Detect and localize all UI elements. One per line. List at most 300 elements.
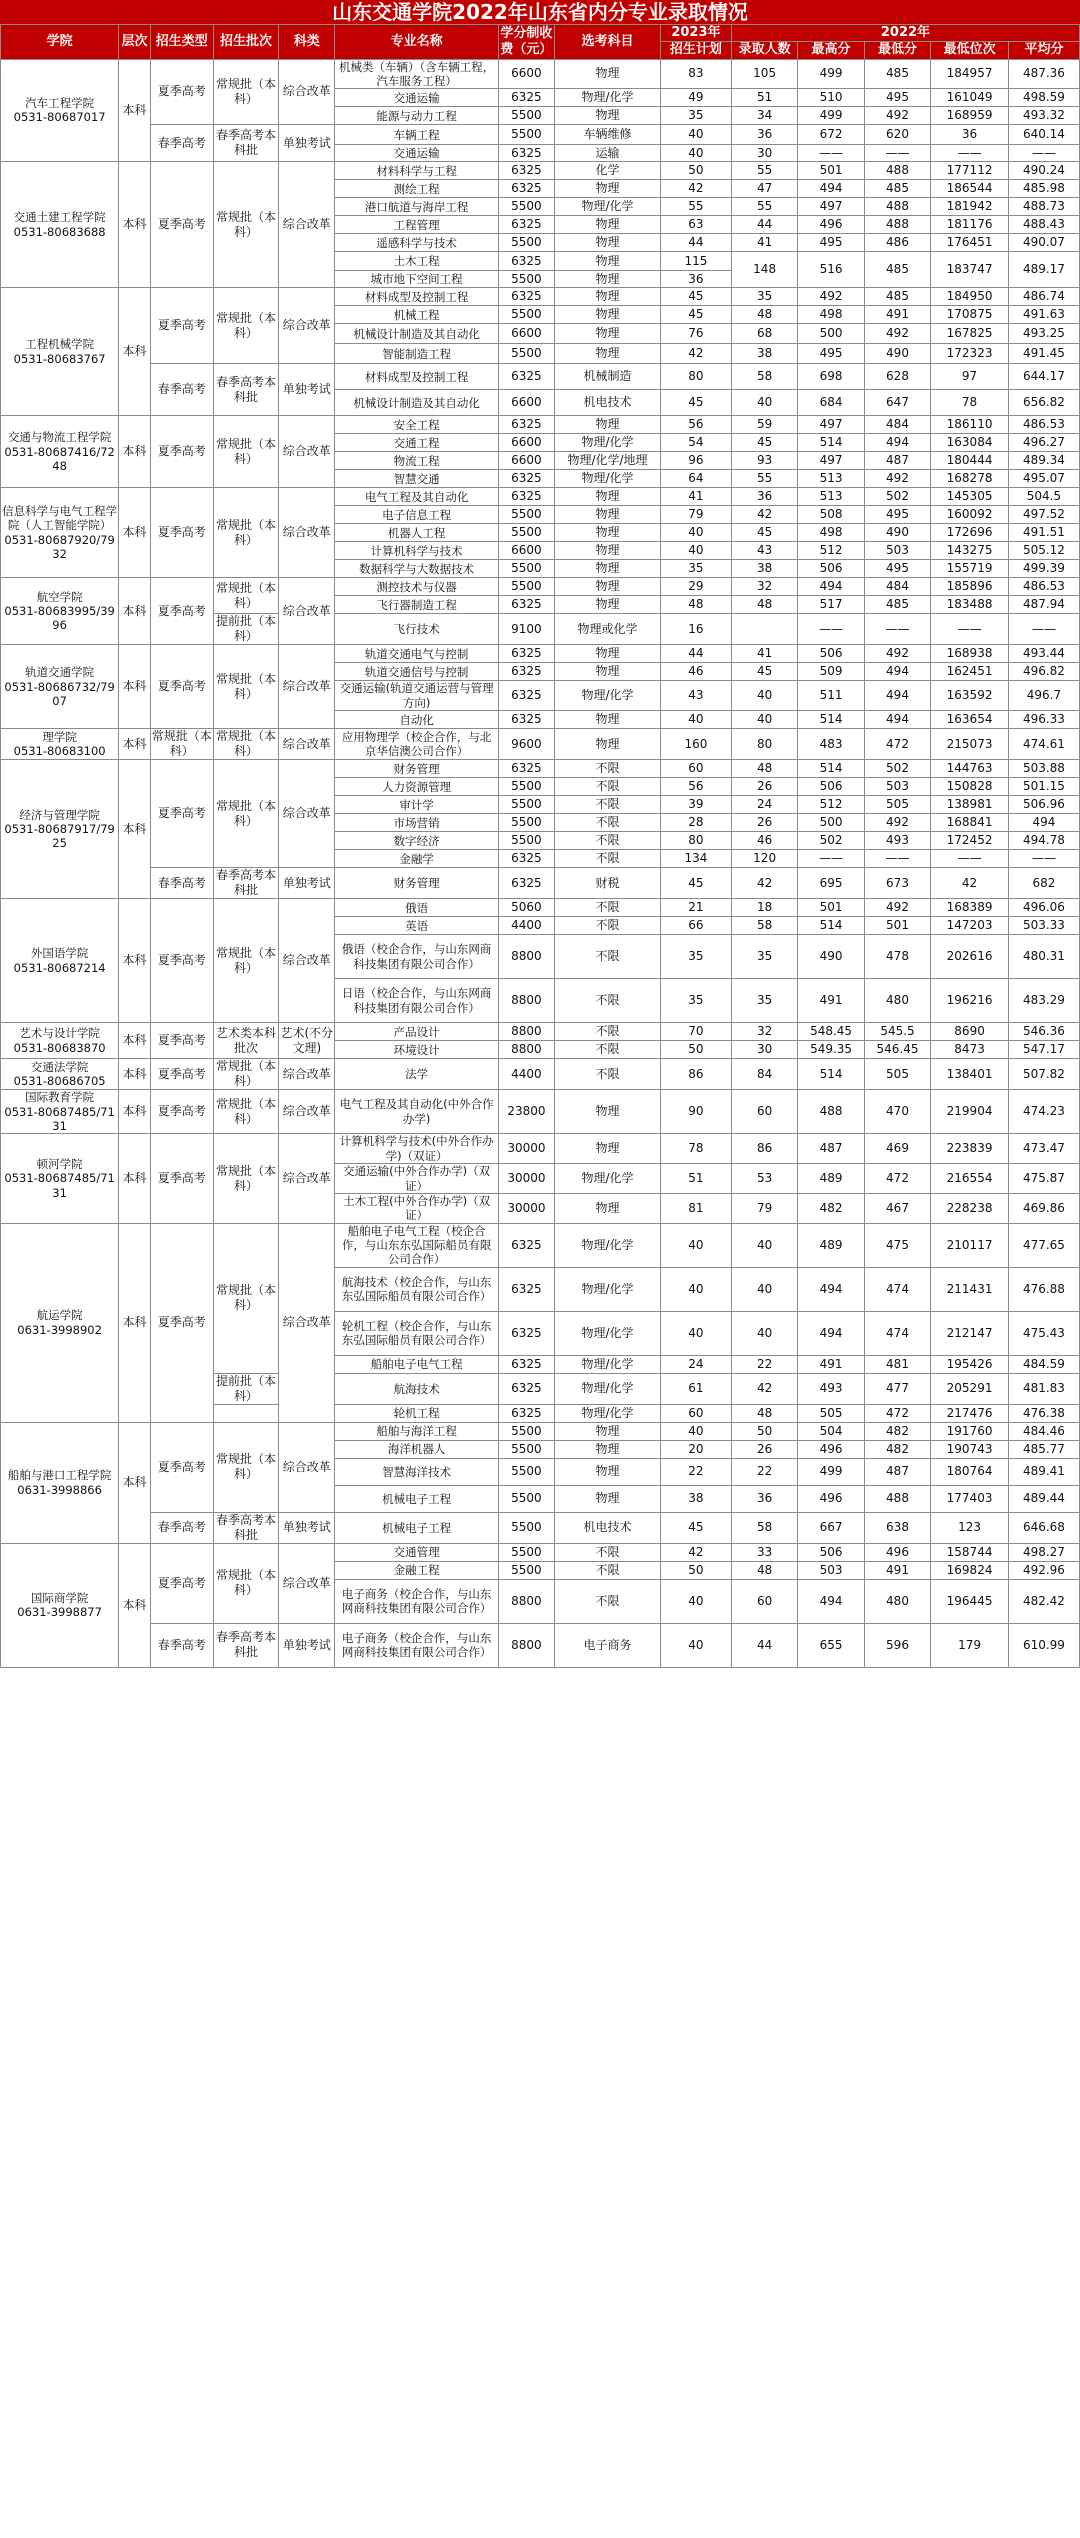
cell-plan-2023: 46 [660, 663, 731, 681]
cell-min-score: 495 [864, 506, 930, 524]
cell-plan-2023: 40 [660, 1267, 731, 1311]
cell-max-score: 514 [798, 434, 864, 452]
cell-admitted: 26 [731, 814, 797, 832]
cell-avg-score: 473.47 [1008, 1134, 1079, 1164]
cell-subject: 机电技术 [555, 390, 661, 416]
cell-min-score: 485 [864, 252, 930, 288]
cell-avg-score: 504.5 [1008, 488, 1079, 506]
cell-avg-score: 496.7 [1008, 681, 1079, 711]
cell-min-score: 503 [864, 778, 930, 796]
cell-college: 船舶与港口工程学院 0631-3998866 [1, 1422, 119, 1543]
cell-major: 计算机科学与技术(中外合作办学)（双证） [335, 1134, 498, 1164]
cell-min-score: 492 [864, 899, 930, 917]
cell-subject: 不限 [555, 1023, 661, 1041]
cell-admitted: 58 [731, 917, 797, 935]
cell-avg-score: 640.14 [1008, 125, 1079, 145]
cell-plan-2023: 35 [660, 935, 731, 979]
cell-batch: 常规批（本科） [213, 645, 278, 729]
cell-plan-2023: 64 [660, 470, 731, 488]
cell-subject: 物理 [555, 506, 661, 524]
cell-level: 本科 [119, 59, 151, 162]
header-batch: 招生批次 [213, 25, 278, 60]
cell-min-score: 546.45 [864, 1041, 930, 1059]
cell-avg-score: 494.78 [1008, 832, 1079, 850]
cell-min-rank: 163592 [931, 681, 1009, 711]
cell-avg-score: —— [1008, 145, 1079, 162]
cell-college: 国际商学院 0631-3998877 [1, 1543, 119, 1667]
cell-max-score: 504 [798, 1422, 864, 1440]
header-subject: 选考科目 [555, 25, 661, 60]
cell-min-rank: 195426 [931, 1355, 1009, 1373]
cell-tuition: 8800 [498, 1623, 554, 1667]
cell-plan-2023: 24 [660, 1355, 731, 1373]
cell-min-rank: 167825 [931, 324, 1009, 344]
cell-tuition: 6600 [498, 59, 554, 89]
cell-subject: 不限 [555, 1579, 661, 1623]
cell-avg-score: 498.59 [1008, 89, 1079, 107]
cell-subject: 不限 [555, 1059, 661, 1090]
cell-min-score: 472 [864, 1164, 930, 1194]
cell-plan-2023: 40 [660, 1579, 731, 1623]
cell-max-score: 495 [798, 344, 864, 364]
header-min: 最低分 [864, 42, 930, 59]
cell-avg-score: 489.34 [1008, 452, 1079, 470]
cell-college: 理学院 0531-80683100 [1, 729, 119, 760]
cell-min-score: 620 [864, 125, 930, 145]
cell-major: 土木工程(中外合作办学)（双证） [335, 1193, 498, 1223]
cell-admitted: 48 [731, 1404, 797, 1422]
header-max: 最高分 [798, 42, 864, 59]
cell-major: 俄语（校企合作，与山东网商科技集团有限公司合作） [335, 935, 498, 979]
cell-avg-score: 477.65 [1008, 1223, 1079, 1267]
cell-admission-type: 夏季高考 [150, 1543, 213, 1623]
cell-min-rank: 196445 [931, 1579, 1009, 1623]
table-row [1, 578, 1080, 596]
cell-admitted: 58 [731, 1512, 797, 1543]
cell-min-score: 474 [864, 1311, 930, 1355]
cell-avg-score: 493.25 [1008, 324, 1079, 344]
cell-major: 轨道交通信号与控制 [335, 663, 498, 681]
cell-avg-score: 486.53 [1008, 416, 1079, 434]
cell-min-score: 467 [864, 1193, 930, 1223]
cell-category: 综合改革 [279, 1059, 335, 1090]
table-row [1, 288, 1080, 306]
cell-subject: 物理/化学 [555, 470, 661, 488]
cell-category: 综合改革 [279, 1134, 335, 1223]
cell-min-rank: 211431 [931, 1267, 1009, 1311]
cell-subject: 物理/化学 [555, 1223, 661, 1267]
cell-min-rank: 185896 [931, 578, 1009, 596]
table-row [1, 645, 1080, 663]
cell-category: 综合改革 [279, 288, 335, 364]
cell-min-rank: 155719 [931, 560, 1009, 578]
cell-major: 能源与动力工程 [335, 107, 498, 125]
cell-subject: 车辆维修 [555, 125, 661, 145]
cell-tuition: 5500 [498, 524, 554, 542]
table-body [1, 59, 1080, 1667]
cell-major: 电气工程及其自动化(中外合作办学) [335, 1090, 498, 1134]
cell-batch: 常规批（本科） [213, 1422, 278, 1512]
cell-avg-score: 495.07 [1008, 470, 1079, 488]
cell-major: 俄语 [335, 899, 498, 917]
cell-category: 综合改革 [279, 729, 335, 760]
cell-admitted: 36 [731, 1485, 797, 1512]
cell-max-score: 698 [798, 364, 864, 390]
cell-category: 综合改革 [279, 416, 335, 488]
cell-admitted: 53 [731, 1164, 797, 1194]
cell-tuition: 6325 [498, 162, 554, 180]
header-year-2023: 2023年 [660, 25, 731, 42]
cell-tuition: 6325 [498, 216, 554, 234]
cell-tuition: 6600 [498, 452, 554, 470]
cell-min-score: 477 [864, 1373, 930, 1404]
cell-major: 港口航道与海岸工程 [335, 198, 498, 216]
cell-subject: 机电技术 [555, 1512, 661, 1543]
table-row [1, 488, 1080, 506]
cell-plan-2023: 29 [660, 578, 731, 596]
cell-major: 海洋机器人 [335, 1440, 498, 1458]
cell-plan-2023: 16 [660, 614, 731, 645]
cell-min-rank: —— [931, 145, 1009, 162]
cell-major: 交通运输 [335, 145, 498, 162]
cell-max-score: 514 [798, 760, 864, 778]
cell-admitted: 18 [731, 899, 797, 917]
cell-avg-score: 484.46 [1008, 1422, 1079, 1440]
cell-admission-type: 夏季高考 [150, 1090, 213, 1134]
cell-admitted: 55 [731, 162, 797, 180]
table-row [1, 868, 1080, 899]
cell-max-score: 497 [798, 198, 864, 216]
cell-plan-2023: 66 [660, 917, 731, 935]
cell-subject: 不限 [555, 1561, 661, 1579]
cell-major: 交通运输(中外合作办学)（双证） [335, 1164, 498, 1194]
cell-admitted: 60 [731, 1090, 797, 1134]
cell-min-score: 469 [864, 1134, 930, 1164]
cell-admitted: 84 [731, 1059, 797, 1090]
cell-major: 航海技术 [335, 1373, 498, 1404]
cell-min-rank: 163654 [931, 711, 1009, 729]
cell-subject: 不限 [555, 814, 661, 832]
cell-plan-2023: 28 [660, 814, 731, 832]
cell-min-score: 484 [864, 416, 930, 434]
cell-subject: 物理/化学 [555, 198, 661, 216]
cell-admission-type: 春季高考 [150, 868, 213, 899]
cell-tuition: 6325 [498, 711, 554, 729]
header-year-2022: 2022年 [731, 25, 1079, 42]
cell-tuition: 5500 [498, 1422, 554, 1440]
cell-max-score: 549.35 [798, 1041, 864, 1059]
cell-max-score: 499 [798, 59, 864, 89]
cell-plan-2023: 160 [660, 729, 731, 760]
cell-college: 工程机械学院 0531-80683767 [1, 288, 119, 416]
cell-subject: 电子商务 [555, 1623, 661, 1667]
header-level: 层次 [119, 25, 151, 60]
cell-level: 本科 [119, 760, 151, 899]
cell-tuition: 8800 [498, 1579, 554, 1623]
cell-admitted: 79 [731, 1193, 797, 1223]
cell-major: 计算机科学与技术 [335, 542, 498, 560]
table-row [1, 1223, 1080, 1267]
cell-tuition: 6325 [498, 1404, 554, 1422]
cell-max-score: 514 [798, 711, 864, 729]
cell-min-rank: 179 [931, 1623, 1009, 1667]
cell-plan-2023: 79 [660, 506, 731, 524]
cell-min-rank: 202616 [931, 935, 1009, 979]
cell-major: 电子商务（校企合作，与山东网商科技集团有限公司合作） [335, 1623, 498, 1667]
cell-plan-2023: 35 [660, 979, 731, 1023]
cell-subject: 物理 [555, 306, 661, 324]
cell-batch: 常规批（本科） [213, 729, 278, 760]
cell-admitted: 120 [731, 850, 797, 868]
cell-subject: 物理 [555, 1090, 661, 1134]
cell-min-rank: 170875 [931, 306, 1009, 324]
cell-batch [213, 1404, 278, 1422]
cell-max-score: 506 [798, 560, 864, 578]
cell-admitted: 44 [731, 1623, 797, 1667]
cell-level: 本科 [119, 645, 151, 729]
cell-min-rank: —— [931, 614, 1009, 645]
cell-batch: 常规批（本科） [213, 760, 278, 868]
cell-college: 航运学院 0631-3998902 [1, 1223, 119, 1422]
cell-tuition: 6325 [498, 663, 554, 681]
cell-major: 电子商务（校企合作，与山东网商科技集团有限公司合作） [335, 1579, 498, 1623]
cell-category: 单独考试 [279, 868, 335, 899]
cell-college: 交通法学院 0531-80686705 [1, 1059, 119, 1090]
cell-tuition: 6325 [498, 364, 554, 390]
cell-plan-2023: 40 [660, 1422, 731, 1440]
cell-category: 单独考试 [279, 1623, 335, 1667]
cell-avg-score: 475.43 [1008, 1311, 1079, 1355]
cell-max-score: 500 [798, 814, 864, 832]
cell-admitted: 45 [731, 663, 797, 681]
cell-avg-score: 489.44 [1008, 1485, 1079, 1512]
cell-major: 机械电子工程 [335, 1485, 498, 1512]
cell-subject: 物理 [555, 729, 661, 760]
cell-admitted: 58 [731, 364, 797, 390]
header-avg: 平均分 [1008, 42, 1079, 59]
cell-subject: 物理 [555, 234, 661, 252]
cell-batch: 常规批（本科） [213, 1223, 278, 1373]
cell-tuition: 6325 [498, 1223, 554, 1267]
cell-min-rank: 186544 [931, 180, 1009, 198]
cell-admitted: 40 [731, 1311, 797, 1355]
cell-min-rank: 168841 [931, 814, 1009, 832]
cell-admission-type: 春季高考 [150, 1623, 213, 1667]
cell-tuition: 9100 [498, 614, 554, 645]
cell-tuition: 6325 [498, 288, 554, 306]
cell-level: 本科 [119, 1422, 151, 1543]
cell-plan-2023: 51 [660, 1164, 731, 1194]
cell-plan-2023: 45 [660, 868, 731, 899]
cell-major: 财务管理 [335, 760, 498, 778]
cell-major: 航海技术（校企合作，与山东东弘国际船员有限公司合作） [335, 1267, 498, 1311]
cell-admission-type: 夏季高考 [150, 899, 213, 1023]
header-type: 招生类型 [150, 25, 213, 60]
cell-plan-2023: 40 [660, 711, 731, 729]
cell-subject: 物理 [555, 663, 661, 681]
cell-plan-2023: 35 [660, 107, 731, 125]
cell-admission-type: 夏季高考 [150, 162, 213, 288]
cell-admission-type: 夏季高考 [150, 1023, 213, 1059]
cell-college: 交通与物流工程学院 0531-80687416/7248 [1, 416, 119, 488]
cell-min-rank: 191760 [931, 1422, 1009, 1440]
cell-min-score: 492 [864, 470, 930, 488]
cell-admitted: 105 [731, 59, 797, 89]
cell-major: 材料成型及控制工程 [335, 288, 498, 306]
cell-major: 城市地下空间工程 [335, 271, 498, 288]
cell-min-rank: 78 [931, 390, 1009, 416]
cell-avg-score: 546.36 [1008, 1023, 1079, 1041]
cell-tuition: 8800 [498, 979, 554, 1023]
cell-plan-2023: 38 [660, 1485, 731, 1512]
cell-level: 本科 [119, 1134, 151, 1223]
cell-tuition: 5500 [498, 1561, 554, 1579]
cell-avg-score: 496.33 [1008, 711, 1079, 729]
cell-major: 日语（校企合作，与山东网商科技集团有限公司合作） [335, 979, 498, 1023]
cell-min-score: 505 [864, 796, 930, 814]
table-row [1, 899, 1080, 917]
cell-level: 本科 [119, 162, 151, 288]
cell-max-score: 514 [798, 1059, 864, 1090]
cell-batch: 春季高考本科批 [213, 1512, 278, 1543]
cell-max-score: —— [798, 614, 864, 645]
cell-tuition: 5500 [498, 344, 554, 364]
cell-tuition: 6325 [498, 681, 554, 711]
cell-level: 本科 [119, 1059, 151, 1090]
cell-admitted: 55 [731, 470, 797, 488]
cell-admitted: 35 [731, 288, 797, 306]
cell-major: 飞行技术 [335, 614, 498, 645]
cell-plan-2023: 83 [660, 59, 731, 89]
cell-tuition: 30000 [498, 1164, 554, 1194]
cell-subject: 物理 [555, 252, 661, 271]
cell-subject: 物理 [555, 1485, 661, 1512]
cell-admitted: 34 [731, 107, 797, 125]
cell-major: 遥感科学与技术 [335, 234, 498, 252]
cell-subject: 物理 [555, 344, 661, 364]
cell-admitted: 60 [731, 1579, 797, 1623]
cell-min-rank: —— [931, 850, 1009, 868]
cell-subject: 物理 [555, 1193, 661, 1223]
cell-major: 船舶电子电气工程 [335, 1355, 498, 1373]
header-college: 学院 [1, 25, 119, 60]
cell-min-score: 475 [864, 1223, 930, 1267]
cell-category: 综合改革 [279, 59, 335, 125]
cell-major: 交通管理 [335, 1543, 498, 1561]
cell-subject: 不限 [555, 899, 661, 917]
cell-subject: 物理/化学 [555, 1311, 661, 1355]
cell-subject: 物理/化学 [555, 1164, 661, 1194]
cell-major: 审计学 [335, 796, 498, 814]
cell-tuition: 5500 [498, 578, 554, 596]
cell-max-score: 508 [798, 506, 864, 524]
cell-avg-score: 476.88 [1008, 1267, 1079, 1311]
cell-max-score: 492 [798, 288, 864, 306]
cell-avg-score: 486.74 [1008, 288, 1079, 306]
cell-min-rank: 144763 [931, 760, 1009, 778]
cell-admitted: 40 [731, 681, 797, 711]
cell-plan-2023: 22 [660, 1458, 731, 1485]
cell-min-score: 488 [864, 1485, 930, 1512]
cell-plan-2023: 44 [660, 645, 731, 663]
cell-subject: 物理 [555, 271, 661, 288]
cell-min-score: 487 [864, 1458, 930, 1485]
cell-min-rank: 168959 [931, 107, 1009, 125]
cell-avg-score: 490.07 [1008, 234, 1079, 252]
cell-plan-2023: 80 [660, 832, 731, 850]
cell-avg-score: 484.59 [1008, 1355, 1079, 1373]
cell-admitted: 59 [731, 416, 797, 434]
cell-admitted: 32 [731, 578, 797, 596]
cell-min-score: 495 [864, 89, 930, 107]
cell-min-rank: 217476 [931, 1404, 1009, 1422]
cell-min-score: 492 [864, 814, 930, 832]
cell-plan-2023: 40 [660, 1623, 731, 1667]
cell-plan-2023: 54 [660, 434, 731, 452]
cell-plan-2023: 86 [660, 1059, 731, 1090]
cell-major: 轮机工程（校企合作，与山东东弘国际船员有限公司合作） [335, 1311, 498, 1355]
cell-college: 汽车工程学院 0531-80687017 [1, 59, 119, 162]
cell-tuition: 5500 [498, 125, 554, 145]
cell-plan-2023: 44 [660, 234, 731, 252]
cell-admitted: 40 [731, 390, 797, 416]
cell-max-score: 497 [798, 452, 864, 470]
cell-subject: 不限 [555, 760, 661, 778]
cell-major: 金融工程 [335, 1561, 498, 1579]
cell-major: 智慧海洋技术 [335, 1458, 498, 1485]
cell-min-rank: 228238 [931, 1193, 1009, 1223]
cell-min-rank: 190743 [931, 1440, 1009, 1458]
cell-min-rank: 168278 [931, 470, 1009, 488]
cell-tuition: 5500 [498, 234, 554, 252]
cell-max-score: 499 [798, 1458, 864, 1485]
cell-category: 综合改革 [279, 645, 335, 729]
cell-admitted: 44 [731, 216, 797, 234]
cell-plan-2023: 45 [660, 306, 731, 324]
cell-major: 轮机工程 [335, 1404, 498, 1422]
cell-admitted: 46 [731, 832, 797, 850]
cell-tuition: 30000 [498, 1134, 554, 1164]
cell-admission-type: 春季高考 [150, 364, 213, 416]
cell-subject: 物理 [555, 560, 661, 578]
cell-min-rank: 177112 [931, 162, 1009, 180]
cell-batch: 春季高考本科批 [213, 868, 278, 899]
cell-max-score: 501 [798, 162, 864, 180]
cell-min-rank: 97 [931, 364, 1009, 390]
cell-min-score: 474 [864, 1267, 930, 1311]
cell-min-score: 482 [864, 1422, 930, 1440]
cell-tuition: 6600 [498, 324, 554, 344]
cell-admitted: 45 [731, 524, 797, 542]
cell-max-score: 491 [798, 1355, 864, 1373]
cell-tuition: 6325 [498, 470, 554, 488]
cell-major: 智慧交通 [335, 470, 498, 488]
cell-admitted: 32 [731, 1023, 797, 1041]
cell-avg-score: 483.29 [1008, 979, 1079, 1023]
cell-min-score: 638 [864, 1512, 930, 1543]
cell-plan-2023: 36 [660, 271, 731, 288]
cell-college: 外国语学院 0531-80687214 [1, 899, 119, 1023]
cell-major: 金融学 [335, 850, 498, 868]
cell-plan-2023: 41 [660, 488, 731, 506]
cell-admitted: 38 [731, 560, 797, 578]
cell-admitted: 26 [731, 778, 797, 796]
cell-admitted: 48 [731, 306, 797, 324]
cell-avg-score: —— [1008, 614, 1079, 645]
cell-subject: 财税 [555, 868, 661, 899]
cell-admission-type: 夏季高考 [150, 416, 213, 488]
cell-admission-type: 夏季高考 [150, 59, 213, 125]
